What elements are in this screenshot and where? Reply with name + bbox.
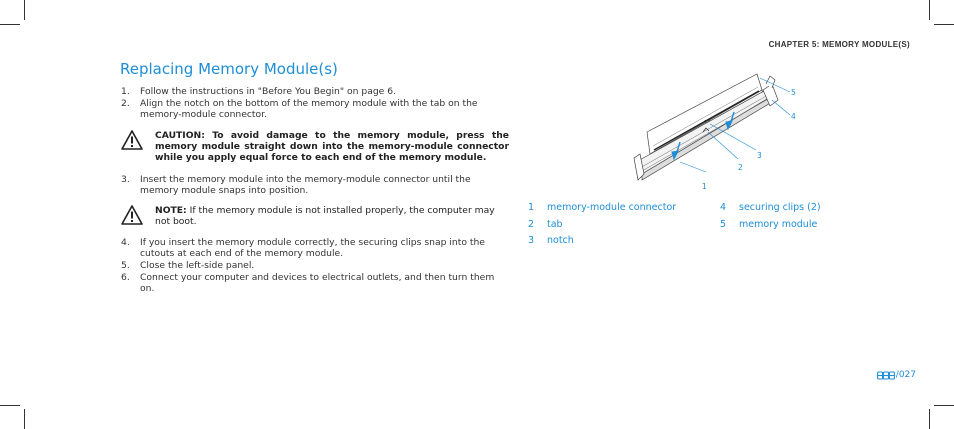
step-text: If you insert the memory module correctly, the securing clips snap into the cutouts at each end of the memory module. (140, 237, 485, 259)
legend-item (528, 217, 698, 234)
crop-mark (0, 405, 20, 406)
figure-legend-left (528, 200, 698, 250)
callout-leader-4 (772, 100, 790, 115)
legend-text: notch (547, 235, 574, 246)
alienware-logo-icon (877, 371, 895, 380)
step-number: 2. (121, 98, 130, 109)
step-text: Align the notch on the bottom of the memory module with the tab on the memory-module connector. (140, 98, 478, 120)
crop-mark (929, 0, 930, 20)
memory-module-illustration (620, 62, 810, 197)
step-number: 3. (121, 174, 130, 185)
note-body: If the memory module is not installed properly, the computer may not boot. (155, 205, 495, 227)
legend-item (528, 233, 698, 250)
crop-mark (24, 0, 25, 20)
legend-number: 5 (720, 218, 727, 230)
page-number (877, 370, 916, 380)
caution-text: CAUTION: To avoid damage to the memory module, press the memory module straight down into the memory-module connector while you apply equal force to each end of the memory module. (155, 130, 509, 163)
step-text: Follow the instructions in "Before You Begin" on page 6. (140, 86, 397, 97)
legend-text: securing clips (2) (739, 202, 821, 213)
step-text: Close the left-side panel. (140, 260, 255, 271)
legend-number: 1 (528, 202, 535, 213)
step-number: 5. (121, 260, 130, 271)
step-item (121, 98, 506, 120)
callout-1: 1 (702, 182, 707, 191)
legend-number: 2 (528, 218, 535, 230)
step-item (121, 174, 506, 196)
crop-mark (24, 409, 25, 429)
crop-mark (0, 24, 20, 25)
legend-text: tab (547, 218, 563, 230)
step-item (121, 272, 506, 294)
step-item (121, 260, 506, 271)
step-text: Insert the memory module into the memory-module connector until the memory module snaps into position. (140, 174, 471, 196)
callout-leader-2 (708, 132, 738, 159)
crop-mark (934, 24, 954, 25)
step-number: 6. (121, 272, 130, 283)
warning-triangle-icon (121, 205, 143, 225)
legend-text: memory-module connector (547, 202, 677, 213)
legend-number: 3 (528, 235, 535, 246)
callout-2: 2 (738, 163, 743, 172)
legend-text: memory module (739, 218, 818, 230)
legend-item (720, 200, 860, 217)
step-item (121, 237, 506, 259)
callout-leader-1 (680, 162, 706, 172)
legend-number: 4 (720, 202, 727, 213)
callout-leader-3 (710, 124, 756, 150)
legend-item (720, 217, 860, 234)
callout-5: 5 (791, 88, 796, 97)
figure-legend-right (720, 200, 860, 233)
callout-4: 4 (791, 112, 796, 121)
step-number: 1. (121, 86, 130, 97)
legend-item (528, 200, 698, 217)
step-number: 4. (121, 237, 130, 248)
note-text (155, 205, 509, 227)
step-text: Connect your computer and devices to electrical outlets, and then turn them on. (140, 272, 495, 294)
step-item (121, 86, 506, 97)
page-number-text: /027 (895, 370, 916, 380)
warning-triangle-icon (121, 130, 143, 150)
page-title: Replacing Memory Module(s) (120, 60, 338, 78)
crop-mark (934, 405, 954, 406)
note-label: NOTE: (155, 205, 187, 216)
callout-3: 3 (757, 151, 762, 160)
crop-mark (929, 409, 930, 429)
chapter-header: CHAPTER 5: MEMORY MODULE(S) (768, 40, 910, 49)
